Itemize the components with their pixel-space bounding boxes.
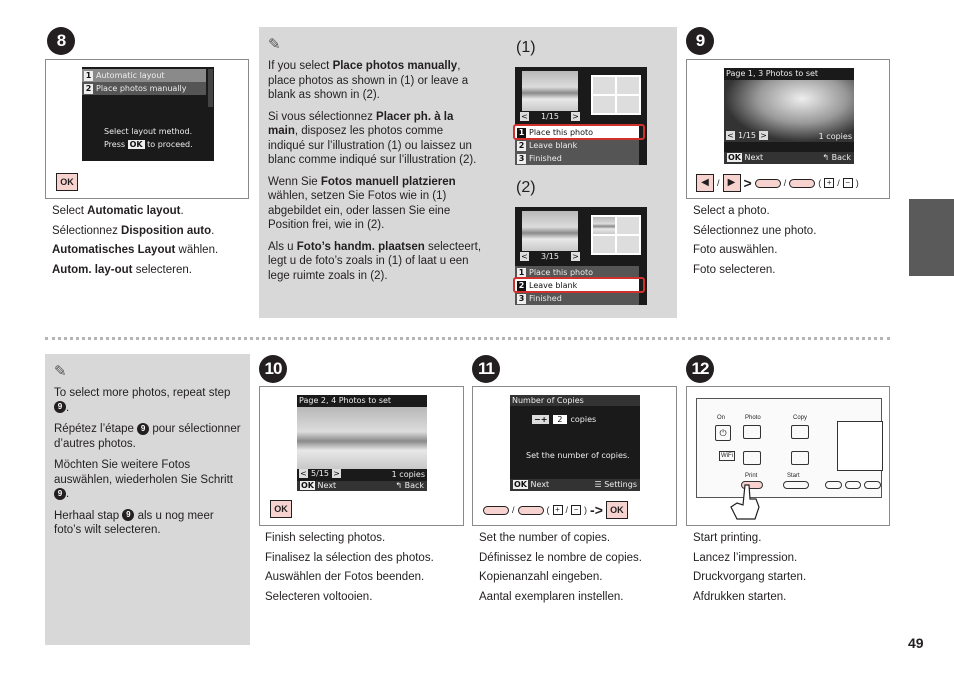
plus-icon: + <box>824 178 834 188</box>
start-button[interactable] <box>783 481 809 489</box>
prev-arrow-icon[interactable]: < <box>727 131 734 140</box>
next-softkey[interactable]: OK Next <box>514 480 550 489</box>
note-de: Möchten Sie weitere Fotos auswählen, wiederholen Sie Schritt 9 . <box>54 459 233 500</box>
step-10-caption <box>265 529 465 607</box>
caption-nl: Autom. lay-out selecteren. <box>52 263 192 276</box>
step-11-screen-frame <box>472 386 677 526</box>
ok-button[interactable]: OK <box>270 500 292 518</box>
note-en: To select more photos, repeat step 9 . <box>54 387 231 414</box>
note-nl: Herhaal stap 9 als u nog meer foto’s wilt selecteren. <box>54 509 214 536</box>
step-12-panel-frame <box>686 386 890 526</box>
caption-de: Druckvorgang starten. <box>693 571 807 583</box>
plus-icon: + <box>553 505 563 515</box>
step-11-caption <box>479 529 679 607</box>
note-de: Wenn Sie Fotos manuell platzieren wählen, setzen Sie Fotos wie in (1) abgebildet ein, oder lassen Sie eine Position frei, wie in (2). <box>268 175 456 231</box>
lcd-title: Number of Copies <box>510 395 640 406</box>
pencil-icon: ✎ <box>268 36 281 53</box>
step-12-number: 12 <box>686 355 714 383</box>
button-instruction-row: ◀ / ▶ > / ( + / − ) <box>696 174 859 192</box>
lcd-display <box>837 421 883 471</box>
left-arrow-button[interactable]: ◀ <box>696 174 714 192</box>
next-arrow-icon[interactable]: > <box>760 131 767 140</box>
caption-fr: Finalisez la sélection des photos. <box>265 551 434 564</box>
step-11-number: 11 <box>472 355 500 383</box>
printer-control-panel <box>696 398 882 498</box>
hand-pointer-icon <box>723 481 767 521</box>
on-label: On <box>717 415 726 421</box>
lcd-screen <box>724 68 854 164</box>
next-softkey[interactable]: OK Next <box>301 481 337 490</box>
menu-item-place-manually[interactable]: 2 Place photos manually <box>82 82 206 95</box>
minus-plus-icon: −+ <box>534 415 548 424</box>
print-label: Print <box>745 473 758 479</box>
next-softkey[interactable]: OK Next <box>728 153 764 162</box>
step-9-caption <box>693 202 893 280</box>
menu-item-automatic-layout[interactable]: 1 Automatic layout <box>82 69 206 82</box>
option-place-photo[interactable]: 1 Place this photo <box>515 266 639 279</box>
lcd-message: Select layout method. Press OK to proceed. <box>104 127 193 149</box>
step-12-caption <box>693 529 893 607</box>
layout-preview <box>591 75 641 115</box>
prev-arrow-icon[interactable]: < <box>300 469 307 478</box>
note-nl: Als u Foto’s handm. plaatsen selecteert, legt u de foto’s zoals in (1) of laat u een lege ruimte zoals in (2). <box>268 240 482 282</box>
lcd-scrollbar <box>208 69 213 107</box>
option-finished[interactable]: 3 Finished <box>515 152 639 165</box>
highlight-frame-2 <box>513 277 645 293</box>
menu-button[interactable] <box>743 451 761 465</box>
page-number: 49 <box>908 635 924 651</box>
lcd-screen-1 <box>515 67 647 165</box>
note-fr: Répétez l’étape 9 pour sélectionner d’autres photos. <box>54 423 241 450</box>
lcd-title: Page 1, 3 Photos to set <box>726 69 819 78</box>
note-panel-bottom <box>45 354 250 645</box>
caption-en: Select Automatic layout. <box>52 205 184 217</box>
copies-value[interactable]: 2 <box>553 415 566 424</box>
label-1: (1) <box>516 39 536 56</box>
next-arrow-icon[interactable]: > <box>333 469 340 478</box>
highlight-frame-1 <box>513 124 645 140</box>
caption-de: Auswählen der Fotos beenden. <box>265 571 425 583</box>
step-ref-icon: 9 <box>54 488 66 500</box>
photo-counter: 1/15 <box>738 131 756 140</box>
photo-button[interactable] <box>743 425 761 439</box>
option-leave-blank[interactable]: 2 Leave blank <box>515 139 639 152</box>
step-ref-icon: 9 <box>137 423 149 435</box>
step-ref-icon: 9 <box>122 509 134 521</box>
prev-arrow-icon[interactable]: < <box>521 111 528 121</box>
wifi-icon: WiFi <box>721 453 733 459</box>
start-label: Start <box>787 473 800 479</box>
next-arrow-icon[interactable]: > <box>572 111 579 121</box>
counter-2: 3/15 <box>541 251 559 261</box>
section-divider <box>45 337 890 340</box>
minus-icon: − <box>571 505 581 515</box>
prev-arrow-icon[interactable]: < <box>521 251 528 261</box>
back-softkey[interactable]: ↰ Back <box>395 481 424 490</box>
pencil-icon: ✎ <box>54 363 67 380</box>
back-softkey[interactable]: ↰ Back <box>822 153 851 162</box>
next-arrow-icon[interactable]: > <box>572 251 579 261</box>
button-instruction-row: / ( + / − ) -> OK <box>483 501 628 519</box>
lcd-screen <box>297 395 427 491</box>
copies-down-button[interactable] <box>483 506 509 515</box>
settings-softkey[interactable]: ☰ Settings <box>594 480 637 489</box>
note-en: If you select Place photos manually, place photos as shown in (1) or leave a blank as shown in (2). <box>268 60 469 101</box>
photo-thumbnail <box>522 71 578 111</box>
caption-de: Automatisches Layout wählen. <box>52 244 219 256</box>
copies-count: 1 copies <box>818 132 852 141</box>
caption-nl: Afdrukken starten. <box>693 590 787 603</box>
copies-count: 1 copies <box>391 470 425 479</box>
caption-en: Finish selecting photos. <box>265 532 386 544</box>
settings-button[interactable] <box>791 451 809 465</box>
lcd-screen <box>82 67 214 161</box>
step-9-number: 9 <box>686 27 714 55</box>
photo-label: Photo <box>745 415 761 421</box>
caption-fr: Définissez le nombre de copies. <box>479 551 642 564</box>
option-leave-blank[interactable]: 2 Leave blank <box>515 279 639 292</box>
step-8-caption <box>52 202 252 280</box>
caption-en: Start printing. <box>693 532 762 544</box>
caption-nl: Foto selecteren. <box>693 263 776 276</box>
ok-button[interactable]: OK <box>56 173 78 191</box>
note-panel-top <box>259 27 677 318</box>
caption-fr: Lancez l’impression. <box>693 551 798 564</box>
step-10-number: 10 <box>259 355 287 383</box>
step-9-screen-frame <box>686 59 890 199</box>
power-button[interactable]: ⏻ <box>715 425 731 441</box>
photo-counter: 5/15 <box>311 469 329 478</box>
option-finished[interactable]: 3 Finished <box>515 292 639 305</box>
step-8-number: 8 <box>47 27 75 55</box>
chapter-tab <box>909 199 954 276</box>
right-arrow-button[interactable]: ▶ <box>723 174 741 192</box>
copy-button[interactable] <box>791 425 809 439</box>
step-ref-icon: 9 <box>54 401 66 413</box>
arrow-icon: > <box>743 175 752 191</box>
caption-fr: Sélectionnez Disposition auto. <box>52 224 215 237</box>
caption-en: Set the number of copies. <box>479 532 611 544</box>
step-8-screen-frame <box>45 59 249 199</box>
option-place-photo[interactable]: 1 Place this photo <box>515 126 639 139</box>
photo-thumbnail <box>522 211 578 251</box>
label-2: (2) <box>516 179 536 196</box>
caption-de: Foto auswählen. <box>693 244 778 256</box>
caption-fr: Sélectionnez une photo. <box>693 224 817 237</box>
copies-down-button[interactable] <box>755 179 781 188</box>
photo-preview <box>297 407 427 469</box>
step-10-screen-frame <box>259 386 464 526</box>
caption-nl: Selecteren voltooien. <box>265 590 373 603</box>
arrow-icon: -> <box>590 502 603 518</box>
ok-button[interactable]: OK <box>606 501 628 519</box>
ok-key-label: OK <box>129 140 143 149</box>
copies-up-button[interactable] <box>518 506 544 515</box>
layout-preview <box>591 215 641 255</box>
counter-1: 1/15 <box>541 111 559 121</box>
caption-nl: Aantal exemplaren instellen. <box>479 590 624 603</box>
note-fr: Si vous sélectionnez Placer ph. à la main, disposez les photos comme indiqué sur l’illustration (1) ou laissez un blanc comme indiqué sur l’illustration (2). <box>268 110 477 166</box>
lcd-title: Page 2, 4 Photos to set <box>299 396 392 405</box>
caption-de: Kopienanzahl eingeben. <box>479 571 603 583</box>
lcd-screen: Number of Copies −+ 2 copies Set the number of copies. OK Next ☰ Settings <box>510 395 640 491</box>
lcd-message: Set the number of copies. <box>526 451 630 460</box>
nav-buttons[interactable] <box>825 481 881 489</box>
minus-icon: − <box>843 178 853 188</box>
copies-up-button[interactable] <box>789 179 815 188</box>
copy-label: Copy <box>793 415 808 421</box>
caption-en: Select a photo. <box>693 205 770 217</box>
